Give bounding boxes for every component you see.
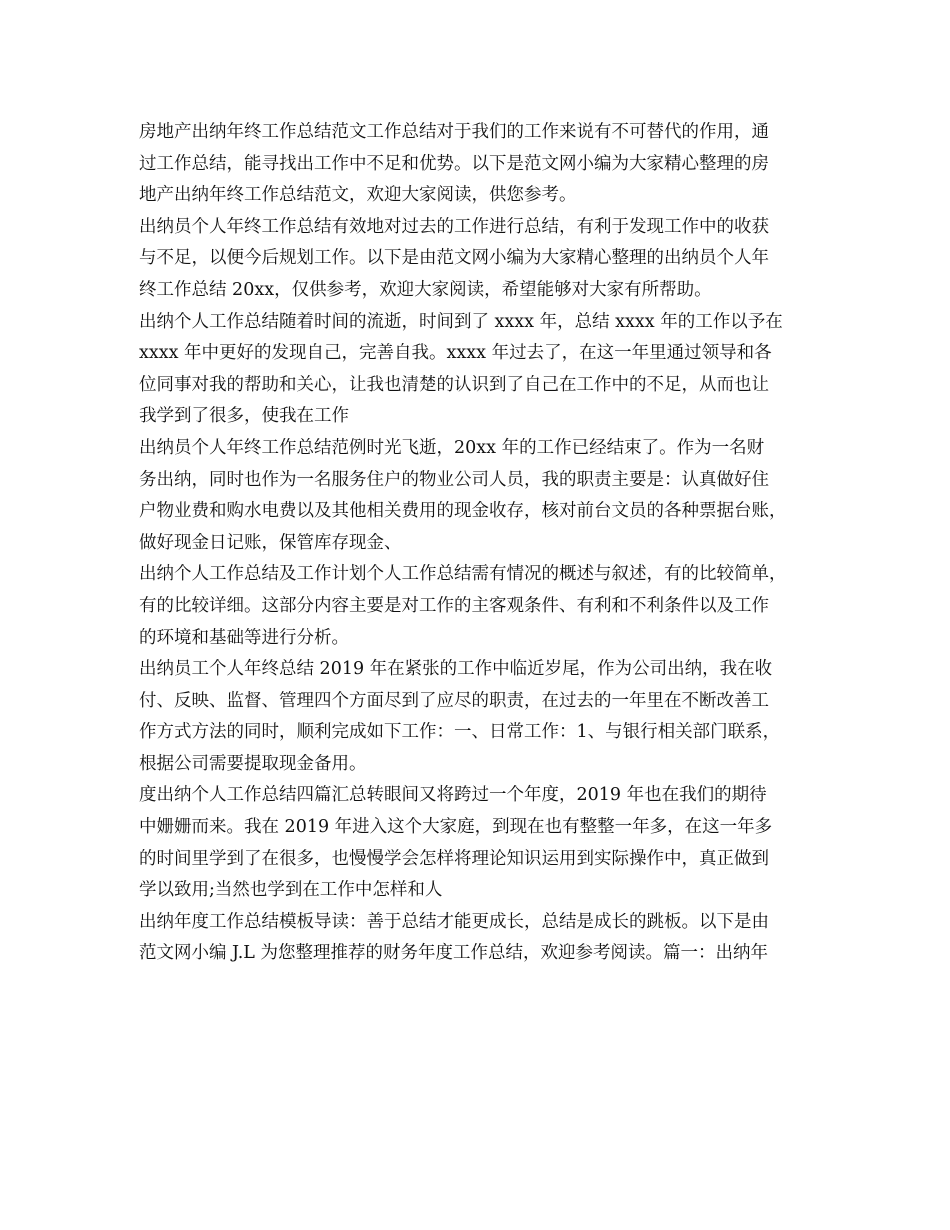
text-line: xxxx 年中更好的发现自己，完善自我。xxxx 年过去了，在这一年里通过领导和各: [139, 343, 772, 364]
text-line: 度出纳个人工作总结四篇汇总转眼间又将跨过一个年度，2019 年也在我们的期待: [139, 785, 767, 806]
text-line: 出纳员个人年终工作总结范例时光飞逝，20xx 年的工作已经结束了。作为一名财: [139, 437, 765, 458]
document-body: [139, 117, 819, 970]
text-line: 出纳个人工作总结及工作计划个人工作总结需有情况的概述与叙述，有的比较简单，: [139, 564, 787, 585]
text-line: 出纳个人工作总结随着时间的流逝，时间到了 xxxx 年，总结 xxxx 年的工作以予在: [139, 311, 783, 332]
paragraph: [139, 654, 819, 780]
text-line: 出纳员工个人年终总结 2019 年在紧张的工作中临近岁尾，作为公司出纳，我在收: [139, 659, 773, 680]
paragraph: [139, 117, 819, 212]
paragraph: [139, 780, 819, 906]
text-line: 根据公司需要提取现金备用。: [139, 753, 367, 774]
text-line: 出纳员个人年终工作总结有效地对过去的工作进行总结，有利于发现工作中的收获: [139, 216, 769, 237]
paragraph: [139, 212, 819, 307]
text-line: 做好现金日记账，保管库存现金、: [139, 532, 402, 553]
text-line: 地产出纳年终工作总结范文，欢迎大家阅读，供您参考。: [139, 185, 577, 206]
text-line: 有的比较详细。这部分内容主要是对工作的主客观条件、有利和不利条件以及工作: [139, 595, 769, 616]
text-line: 过工作总结，能寻找出工作中不足和优势。以下是范文网小编为大家精心整理的房: [139, 153, 769, 174]
text-line: 作方式方法的同时，顺利完成如下工作：一、日常工作：1、与银行相关部门联系，: [139, 722, 781, 743]
text-line: 中姗姗而来。我在 2019 年进入这个大家庭，到现在也有整整一年多，在这一年多: [139, 817, 773, 838]
paragraph: [139, 433, 819, 559]
text-line: 房地产出纳年终工作总结范文工作总结对于我们的工作来说有不可替代的作用，通: [139, 122, 769, 142]
text-line: 位同事对我的帮助和关心，让我也清楚的认识到了自己在工作中的不足，从而也让: [139, 374, 769, 395]
text-line: 出纳年度工作总结模板导读：善于总结才能更成长，总结是成长的跳板。以下是由: [139, 911, 769, 932]
paragraph: [139, 559, 819, 654]
text-line: 终工作总结 20xx，仅供参考，欢迎大家阅读，希望能够对大家有所帮助。: [139, 279, 712, 300]
text-line: 付、反映、监督、管理四个方面尽到了应尽的职责，在过去的一年里在不断改善工: [139, 690, 769, 711]
paragraph: [139, 907, 819, 970]
text-line: 学以致用;当然也学到在工作中怎样和人: [139, 880, 443, 901]
text-line: 户物业费和购水电费以及其他相关费用的现金收存，核对前台文员的各种票据台账，: [139, 501, 787, 522]
text-line: 的环境和基础等进行分析。: [139, 627, 349, 648]
text-line: 范文网小编 J.L 为您整理推荐的财务年度工作总结，欢迎参考阅读。篇一：出纳年: [139, 943, 768, 964]
text-line: 的时间里学到了在很多，也慢慢学会怎样将理论知识运用到实际操作中，真正做到: [139, 848, 769, 869]
text-line: 我学到了很多，使我在工作: [139, 406, 349, 427]
text-line: 与不足，以便今后规划工作。以下是由范文网小编为大家精心整理的出纳员个人年: [139, 248, 769, 269]
text-line: 务出纳，同时也作为一名服务住户的物业公司人员，我的职责主要是：认真做好住: [139, 469, 769, 490]
paragraph: [139, 307, 819, 433]
